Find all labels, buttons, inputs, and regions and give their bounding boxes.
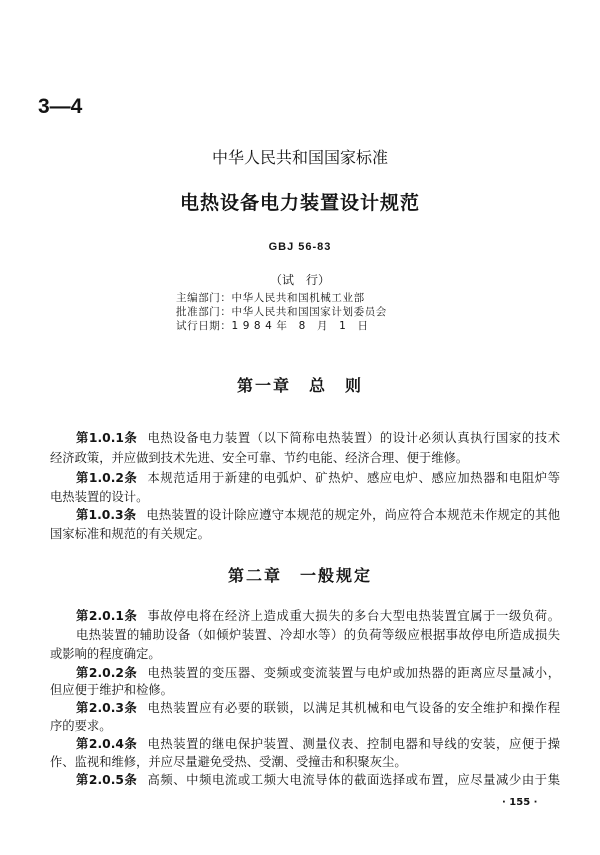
trial-date: 试行日期：1 9 8 4 年 8 月 1 日	[176, 320, 369, 332]
article-text: 电热设备电力装置（以下简称电热装置）的设计必须认真执行国家的技术	[147, 431, 560, 445]
approval-department: 批准部门：中华人民共和国国家计划委员会	[176, 306, 387, 318]
section-number: 3—4	[38, 95, 83, 118]
article-text: 电热装置的设计。	[50, 490, 149, 504]
article-text: 高频、中频电流或工频大电流导体的截面选择或布置，应尽量减少由于集	[147, 773, 560, 787]
article-line	[50, 716, 560, 734]
article-text: 事故停电将在经济上造成重大损失的多台大型电热装置宜属于一级负荷。	[147, 609, 560, 623]
article-text: 电热装置应有必要的联锁，以满足其机械和电气设备的安全维护和操作程	[147, 701, 560, 715]
article-label: 第1.0.2条	[76, 471, 138, 485]
article-text: 作、监视和维修，并应尽量避免受热、受潮、受撞击和积聚灰尘。	[50, 755, 407, 769]
article-line-first	[76, 505, 560, 523]
article-line	[50, 644, 560, 662]
article-line-first	[76, 606, 560, 624]
article-label: 第2.0.5条	[76, 773, 138, 787]
trial-status: （试 行）	[269, 273, 330, 287]
article-line	[50, 524, 560, 542]
article-line	[76, 625, 560, 643]
article-line	[50, 680, 560, 698]
article-text: 经济政策，并应做到技术先进、安全可靠、节约电能、经济合理、便于维修。	[50, 451, 469, 465]
article-line	[50, 752, 560, 770]
article-text: 但应便于维护和检修。	[50, 683, 173, 697]
article-line-first	[76, 770, 560, 788]
article-label: 第2.0.3条	[76, 701, 138, 715]
document-title: 电热设备电力装置设计规范	[179, 192, 420, 214]
article-text: 国家标准和规范的有关规定。	[50, 527, 210, 541]
chapter2-heading: 第二章 一般规定	[227, 566, 372, 585]
article-line-first	[76, 698, 560, 716]
article-line-first	[76, 428, 560, 446]
article-label: 第1.0.1条	[76, 431, 138, 445]
article-line	[50, 448, 560, 466]
article-line-first	[76, 468, 560, 486]
article-text: 电热装置的继电保护装置、测量仪表、控制电器和导线的安装，应便于操	[147, 737, 560, 751]
standard-code: GBJ 56-83	[268, 241, 332, 253]
article-line-first	[76, 663, 560, 681]
standard-type: 中华人民共和国国家标准	[211, 148, 388, 167]
article-text: 电热装置的辅助设备（如倾炉装置、冷却水等）的负荷等级应根据事故停电所造成损失	[76, 628, 560, 642]
article-line-first	[76, 734, 560, 752]
article-text: 或影响的程度确定。	[50, 647, 161, 661]
article-label: 第2.0.4条	[76, 737, 138, 751]
article-text: 电热装置的设计除应遵守本规范的规定外，尚应符合本规范未作规定的其他	[146, 508, 560, 522]
article-text: 本规范适用于新建的电弧炉、矿热炉、感应电炉、感应加热器和电阻炉等	[147, 471, 560, 485]
article-label: 第1.0.3条	[76, 508, 137, 522]
article-text: 序的要求。	[50, 719, 112, 733]
editor-department: 主编部门：中华人民共和国机械工业部	[176, 292, 365, 304]
article-line	[50, 487, 560, 505]
article-text: 电热装置的变压器、变频或变流装置与电炉或加热器的距离应尽量减小，	[147, 666, 560, 680]
page-number: · 155 ·	[502, 797, 538, 808]
article-label: 第2.0.1条	[76, 609, 138, 623]
chapter1-heading: 第一章 总 则	[236, 376, 363, 395]
article-label: 第2.0.2条	[76, 666, 138, 680]
